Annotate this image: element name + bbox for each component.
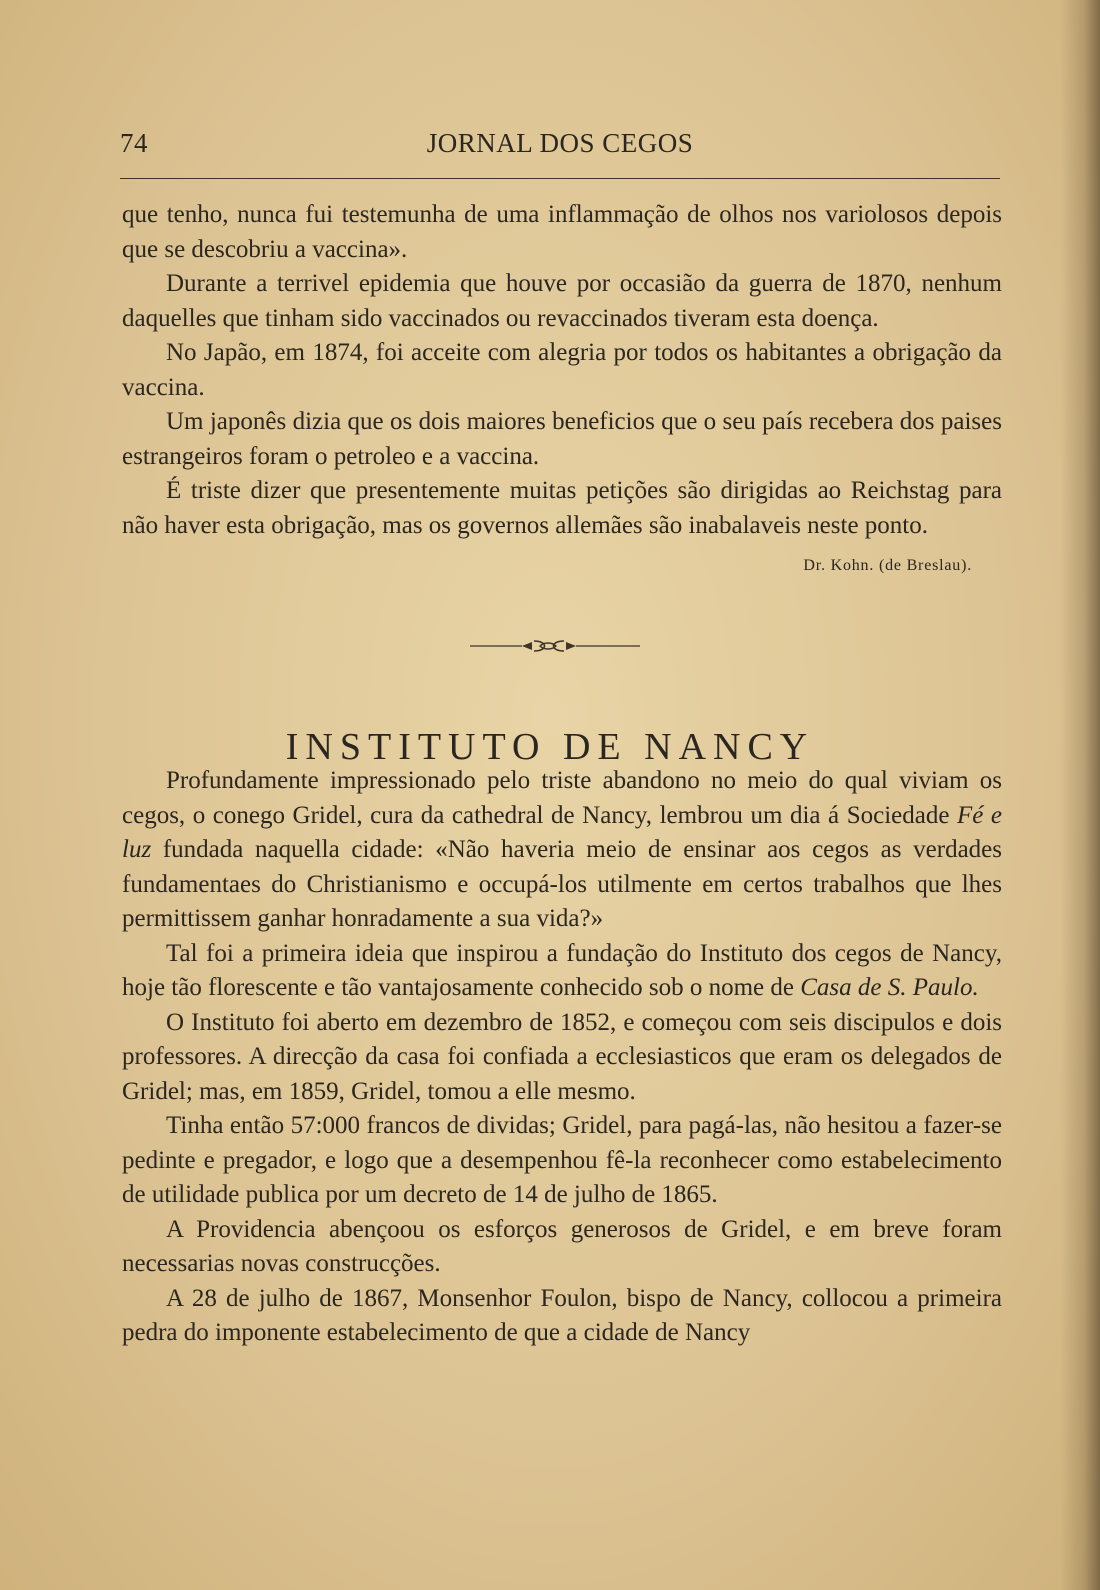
- author-signature: Dr. Kohn. (de Breslau).: [803, 557, 972, 574]
- italic-text: Casa de S. Paulo.: [800, 974, 979, 1001]
- italic-text: Fé e luz: [122, 801, 1002, 863]
- paragraph-text: Tal foi a primeira ideia que inspirou a fundação do Instituto dos cegos de Nancy, hoje tão florescente e tão vantajosamente conhecido sob o nome de: [122, 939, 1002, 1001]
- header-rule: [120, 178, 1000, 179]
- paragraph: Durante a terrivel epidemia que houve por occasião da guerra de 1870, nenhum daquelles que tinham sido vaccinados ou revaccinados tiveram esta doença.: [122, 270, 1002, 332]
- paragraph: [122, 764, 1002, 937]
- paragraph: que tenho, nunca fui testemunha de uma inflammação de olhos nos variolosos depois que se descobriu a vaccina».: [122, 201, 1002, 263]
- paragraph-text: Profundamente impressionado pelo triste abandono no meio do qual viviam os cegos, o conego Gridel, cura da cathedral de Nancy, lembrou um dia á Sociedade: [122, 767, 1002, 829]
- page-edge-shadow: [1060, 0, 1100, 1590]
- paragraph: [122, 474, 1002, 574]
- paragraph-text: fundada naquella cidade: «Não haveria meio de ensinar aos cegos as verdades fundamentaes do Christianismo e occupá-los utilmente em certos trabalhos que lhes permittissem ganhar honradamente a sua vida?»: [122, 836, 1002, 932]
- section-divider-ornament: [470, 636, 650, 656]
- paragraph: Um japonês dizia que os dois maiores beneficios que o seu país recebera dos paises estrangeiros foram o petroleo e a vaccina.: [122, 408, 1002, 470]
- running-title: JORNAL DOS CEGOS: [426, 128, 694, 158]
- paragraph: A 28 de julho de 1867, Monsenhor Foulon, bispo de Nancy, collocou a primeira pedra do imponente estabelecimento de que a cidade de Nancy: [122, 1284, 1002, 1346]
- paragraph: O Instituto foi aberto em dezembro de 1852, e começou com seis discipulos e dois professores. A direcção da casa foi confiada a ecclesiasticos que eram os delegados de Gridel; mas, em 1859, Gridel, tomou a elle mesmo.: [122, 1008, 1002, 1105]
- paragraph: [122, 937, 1002, 1006]
- paragraph: No Japão, em 1874, foi acceite com alegria por todos os habitantes a obrigação da vaccina.: [122, 339, 1002, 401]
- section-title: [0, 725, 1100, 769]
- page-number: 74: [120, 128, 148, 158]
- article-vaccina-continuation: [122, 198, 1002, 584]
- paragraph: A Providencia abençoou os esforços generosos de Gridel, e em breve foram necessarias novas construcções.: [122, 1215, 1002, 1277]
- section-title-text: INSTITUTO DE NANCY: [285, 726, 815, 769]
- article-instituto-nancy: [122, 764, 1002, 1351]
- paragraph-text: É triste dizer que presentemente muitas petições são dirigidas ao Reichstag para não haver esta obrigação, mas os governos allemães são inabalaveis neste ponto.: [122, 477, 1002, 539]
- ornament-icon: [470, 636, 650, 656]
- paragraph: Tinha então 57:000 francos de dividas; Gridel, para pagá-las, não hesitou a fazer-se pedinte e pregador, e logo que a desempenhou fê-la reconhecer como estabelecimento de utilidade publica por um decreto de 14 de julho de 1865.: [122, 1112, 1002, 1208]
- page-header: [120, 128, 1000, 168]
